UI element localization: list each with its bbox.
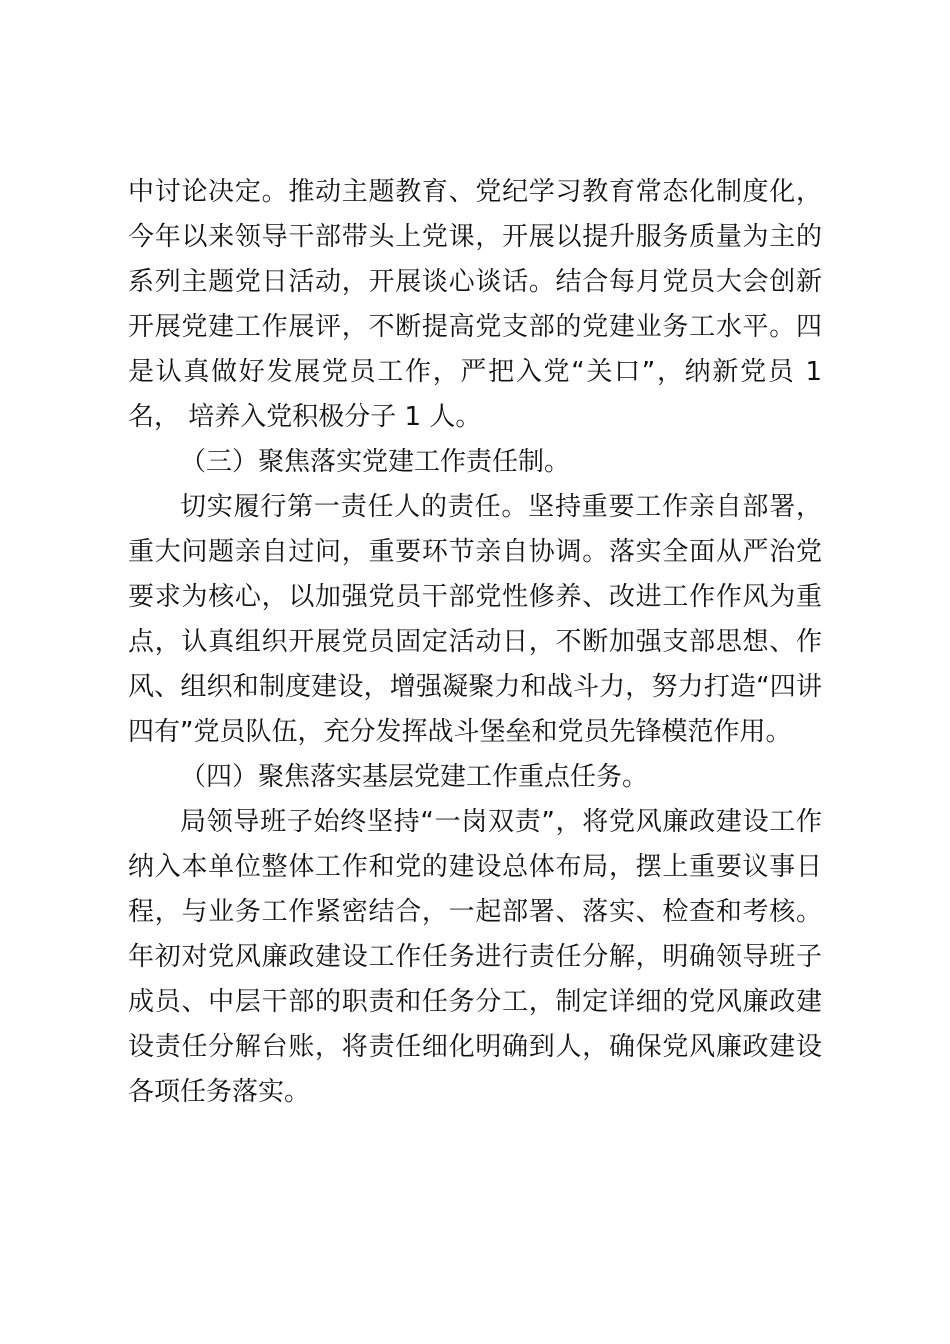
paragraph-responsibility: 切实履行第一责任人的责任。坚持重要工作亲自部署，重大问题亲自过问，重要环节亲自协调。落实全面从严治党要求为核心，以加强党员干部党性修养、改进工作作风为重点，认真组织开展党员固定活动日，不断加强支部思想、作风、组织和制度建设，增强凝聚力和战斗力，努力打造“四讲四有”党员队伍，充分发挥战斗堡垒和党员先锋模范作用。 — [128, 492, 822, 747]
section-heading-3: （三）聚焦落实党建工作责任制。 — [180, 447, 571, 477]
paragraph-key-tasks: 局领导班子始终坚持“一岗双责”，将党风廉政建设工作纳入本单位整体工作和党的建设总体布局，摆上重要议事日程，与业务工作紧密结合，一起部署、落实、检查和考核。年初对党风廉政建设工作任务进行责任分解，明确领导班子成员、中层干部的职责和任务分工，制定详细的党风廉政建设责任分解台账，将责任细化明确到人，确保党风廉政建设各项任务落实。 — [128, 807, 822, 1107]
paragraph-continuation: 中讨论决定。推动主题教育、党纪学习教育常态化制度化，今年以来领导干部带头上党课，开展以提升服务质量为主的系列主题党日活动，开展谈心谈话。结合每月党员大会创新开展党建工作展评，不断提高党支部的党建业务工水平。四是认真做好发展党员工作，严把入党“关口”，纳新党员 1 名， 培养入党积极分子 1 人。 — [128, 177, 822, 432]
document-body — [128, 170, 822, 1115]
section-heading-4: （四）聚焦落实基层党建工作重点任务。 — [180, 762, 649, 792]
